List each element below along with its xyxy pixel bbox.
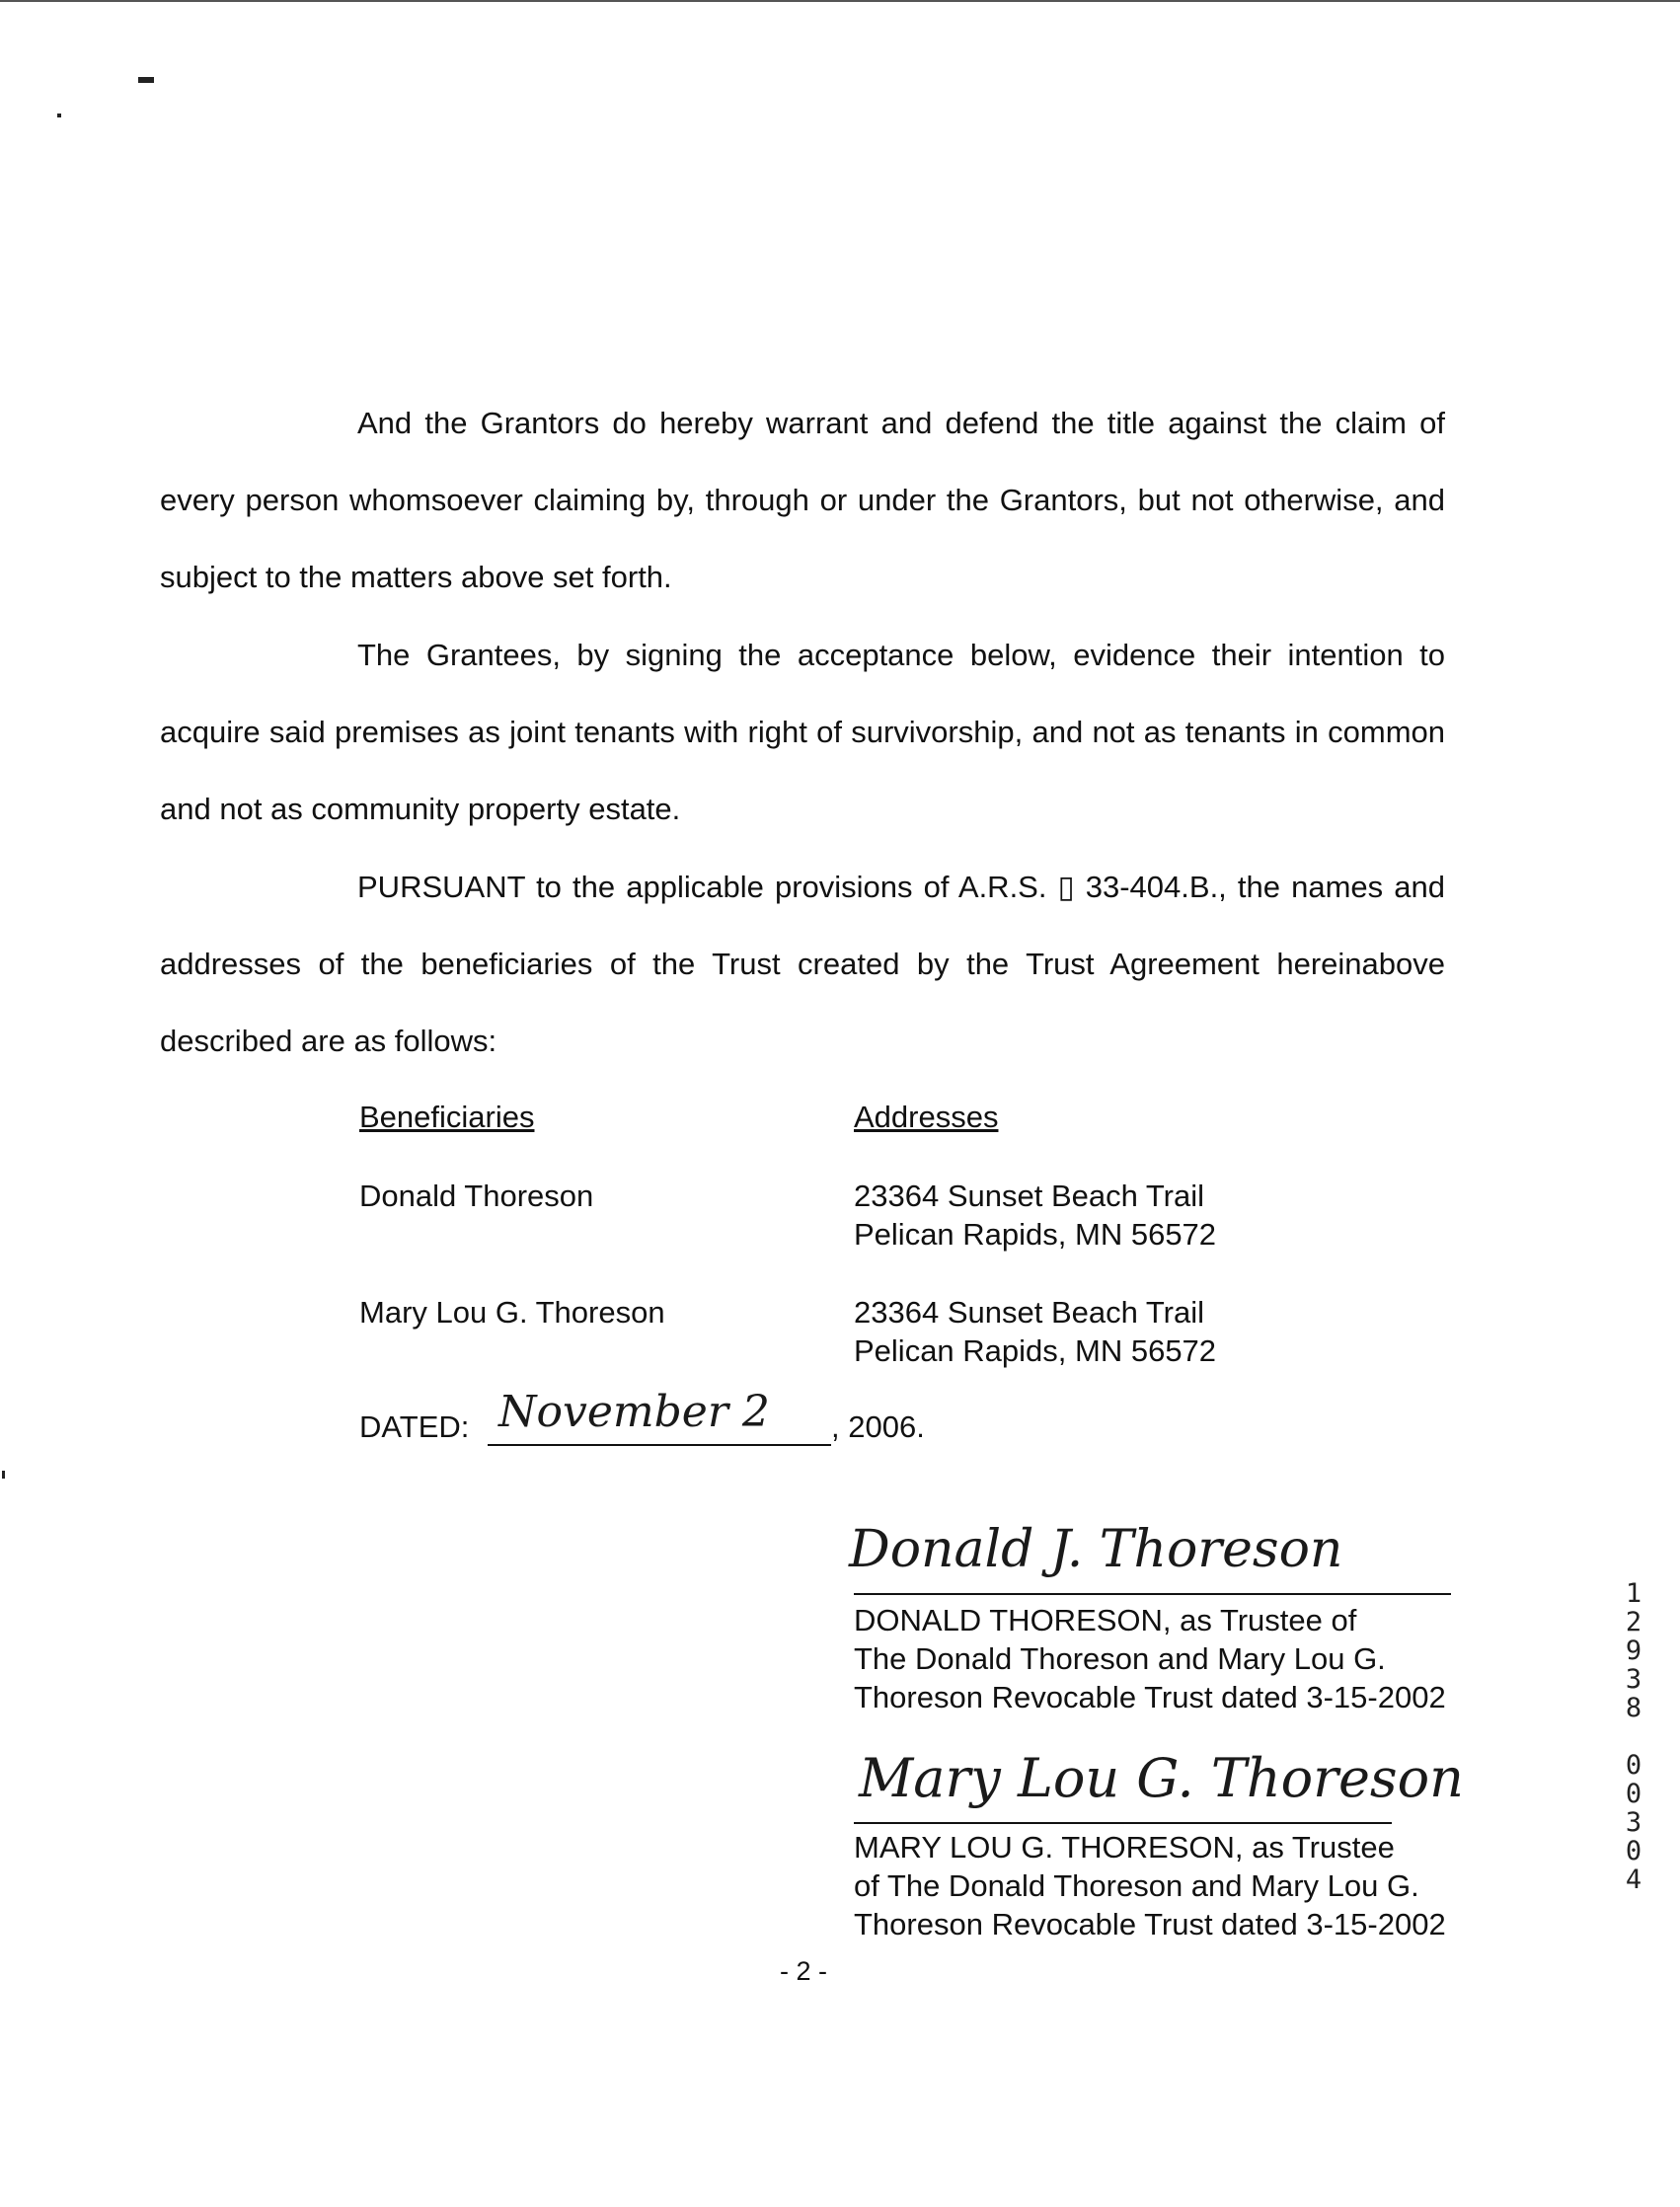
address-line-1: 23364 Sunset Beach Trail bbox=[854, 1179, 1205, 1213]
paragraph-pursuant-text: PURSUANT to the applicable provisions of A.R.S. ▯ 33-404.B., the names and addresses of the beneficiaries of the Trust created by the Trust Agreement hereinabove described are as follows: bbox=[160, 870, 1445, 1058]
recording-stamp bbox=[1619, 1579, 1648, 1894]
dated-year: , 2006. bbox=[831, 1409, 925, 1444]
address-line-1: 23364 Sunset Beach Trail bbox=[854, 1295, 1205, 1330]
stamp-digit: 2 bbox=[1625, 1607, 1642, 1637]
paragraph-warranty bbox=[160, 385, 1445, 616]
stamp-digit: 1 bbox=[1625, 1578, 1642, 1609]
scan-speck bbox=[57, 114, 61, 117]
trust-name: of The Donald Thoreson and Mary Lou G. bbox=[854, 1868, 1419, 1903]
beneficiary-name: Donald Thoreson bbox=[359, 1179, 594, 1213]
beneficiary-address bbox=[854, 1177, 1216, 1254]
dated-label: DATED: bbox=[359, 1409, 470, 1444]
stamp-digit: 4 bbox=[1625, 1865, 1642, 1895]
signatory-name: DONALD THORESON, as Trustee of bbox=[854, 1603, 1357, 1637]
address-line-2: Pelican Rapids, MN 56572 bbox=[854, 1333, 1217, 1368]
signature-block-donald bbox=[854, 1601, 1456, 1716]
handwritten-date: November 2 bbox=[498, 1387, 770, 1437]
signature-donald: Donald J. Thoreson bbox=[849, 1520, 1343, 1579]
stamp-digit: 8 bbox=[1625, 1693, 1642, 1723]
beneficiary-address bbox=[854, 1293, 1216, 1370]
trust-date: Thoreson Revocable Trust dated 3-15-2002 bbox=[854, 1680, 1446, 1714]
stamp-digit: 3 bbox=[1625, 1664, 1642, 1695]
trust-date: Thoreson Revocable Trust dated 3-15-2002 bbox=[854, 1907, 1446, 1941]
paragraph-grantees bbox=[160, 617, 1445, 848]
stamp-digit: 9 bbox=[1625, 1636, 1642, 1666]
dated-underline bbox=[488, 1444, 831, 1446]
stamp-digit: 3 bbox=[1625, 1807, 1642, 1838]
paragraph-warranty-text: And the Grantors do hereby warrant and defend the title against the claim of every person whomsoever claiming by, through or under the Grantors, but not otherwise, and subject to the matters above set forth. bbox=[160, 406, 1445, 594]
scan-speck bbox=[2, 1471, 5, 1479]
trust-name: The Donald Thoreson and Mary Lou G. bbox=[854, 1641, 1386, 1676]
page-number: - 2 - bbox=[780, 1956, 828, 1986]
stamp-gap bbox=[1619, 1722, 1648, 1751]
signature-line bbox=[854, 1593, 1451, 1595]
beneficiaries-header: Beneficiaries bbox=[359, 1100, 535, 1134]
addresses-header: Addresses bbox=[854, 1100, 999, 1134]
beneficiary-name: Mary Lou G. Thoreson bbox=[359, 1295, 665, 1330]
signature-line bbox=[854, 1822, 1392, 1824]
signatory-name: MARY LOU G. THORESON, as Trustee bbox=[854, 1830, 1395, 1865]
signature-mary-lou: Mary Lou G. Thoreson bbox=[859, 1747, 1464, 1809]
top-border-rule bbox=[0, 0, 1680, 2]
signature-block-mary-lou bbox=[854, 1828, 1456, 1943]
address-line-2: Pelican Rapids, MN 56572 bbox=[854, 1217, 1217, 1252]
stamp-digit: 0 bbox=[1625, 1836, 1642, 1866]
paragraph-pursuant bbox=[160, 849, 1445, 1080]
stamp-digit: 0 bbox=[1625, 1750, 1642, 1781]
stamp-digit: 0 bbox=[1625, 1779, 1642, 1809]
scan-speck bbox=[138, 77, 154, 83]
paragraph-grantees-text: The Grantees, by signing the acceptance below, evidence their intention to acquire said premises as joint tenants with right of survivorship, and not as tenants in common and not as community property estate. bbox=[160, 638, 1445, 826]
